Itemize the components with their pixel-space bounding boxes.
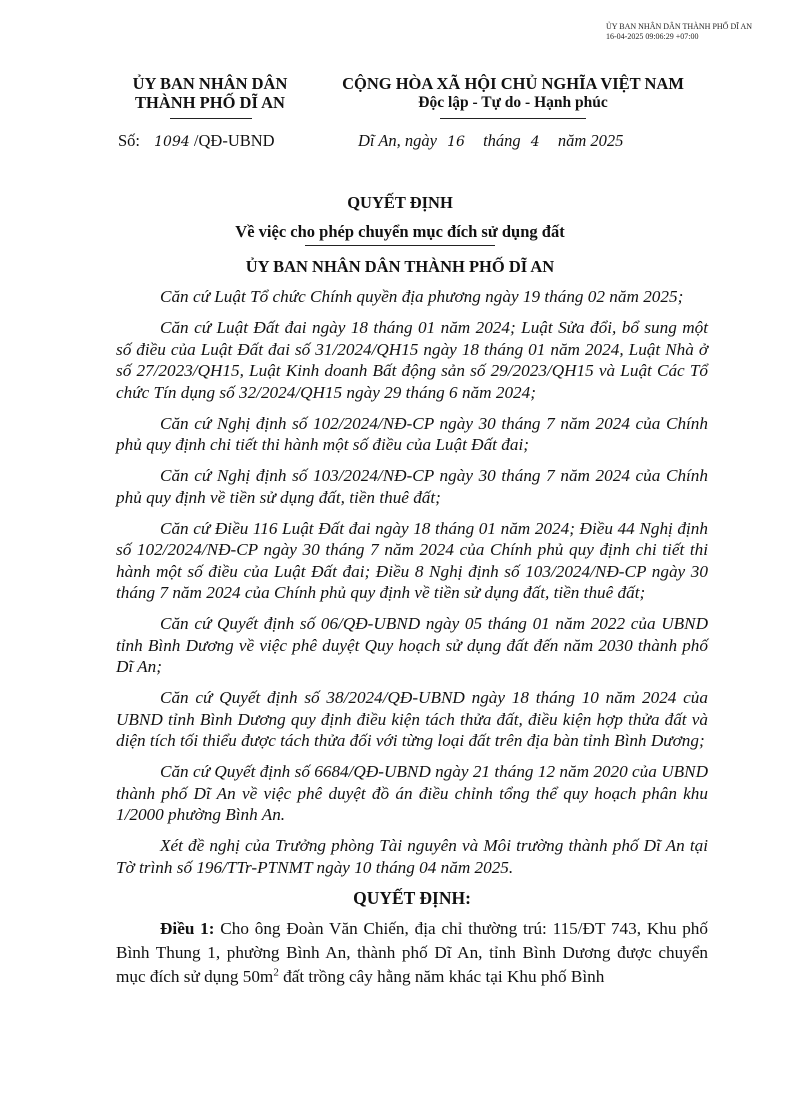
agency-underline xyxy=(170,118,252,119)
date-month: 4 xyxy=(530,134,540,150)
agency-line-2: THÀNH PHỐ DĨ AN xyxy=(135,93,285,112)
issuer-title: ỦY BAN NHÂN DÂN THÀNH PHỐ DĨ AN xyxy=(245,257,555,276)
article-1-text-a: Cho ông Đoàn Văn Chiến, địa chỉ thường trú: 115/ĐT 743, Khu phố Bình Thung 1, phường Bình An, thành phố Dĩ An, tỉnh Bình Dương được chuyển mục đích sử dụng 50m xyxy=(116,919,708,986)
date-day: 16 xyxy=(447,134,465,150)
date-month-label: tháng xyxy=(483,131,521,150)
motto-underline xyxy=(440,118,586,119)
document-subject: Về việc cho phép chuyển mục đích sử dụng đất xyxy=(235,222,565,241)
basis-paragraph: Căn cứ Điều 116 Luật Đất đai ngày 18 tháng 01 năm 2024; Điều 44 Nghị định số 102/2024/NĐ-CP ngày 30 tháng 7 năm 2024 của Chính phủ quy định chi tiết thi hành một số điều của Luật Đất đai; Điều 8 Nghị định số 103/2024/NĐ-CP ngày 30 tháng 7 năm 2024 của Chính phủ quy định về tiền sử dụng đất, tiền thuê đất; xyxy=(116,518,708,602)
basis-paragraph: Căn cứ Luật Đất đai ngày 18 tháng 01 năm 2024; Luật Sửa đổi, bổ sung một số điều của Luật Đất đai số 31/2024/QH15 ngày 18 tháng 01 năm 2024, Luật Nhà ở số 27/2023/QH15, Luật Kinh doanh Bất động sản số 29/2023/QH15 và Luật Các Tổ chức Tín dụng số 32/2024/QH15 ngày 29 tháng 6 năm 2024; xyxy=(116,318,708,402)
subject-underline xyxy=(305,245,495,246)
nation-motto: Độc lập - Tự do - Hạnh phúc xyxy=(418,94,608,111)
number-prefix: Số: xyxy=(118,131,141,150)
nation-title: CỘNG HÒA XÃ HỘI CHỦ NGHĨA VIỆT NAM xyxy=(342,74,684,93)
date-place: Dĩ An, ngày xyxy=(358,131,437,150)
decides-heading: QUYẾT ĐỊNH: xyxy=(353,887,471,908)
national-motto xyxy=(322,74,704,112)
basis-paragraph: Căn cứ Luật Tổ chức Chính quyền địa phương ngày 19 tháng 02 năm 2025; xyxy=(160,287,684,306)
agency-line-1: ỦY BAN NHÂN DÂN xyxy=(132,74,288,93)
document-body xyxy=(116,286,708,989)
article-1-superscript: 2 xyxy=(273,966,279,979)
basis-paragraph: Căn cứ Quyết định số 38/2024/QĐ-UBND ngày 18 tháng 10 năm 2024 của UBND tỉnh Bình Dương quy định điều kiện tách thửa đất, điều kiện hợp thửa đất và diện tích tối thiểu được tách thửa đối với từng loại đất trên địa bàn tỉnh Bình Dương; xyxy=(116,688,708,750)
date-year: năm 2025 xyxy=(557,131,624,150)
issuing-agency xyxy=(110,74,310,112)
article-1 xyxy=(116,917,708,989)
document-type-title: QUYẾT ĐỊNH xyxy=(347,193,453,212)
document-date xyxy=(358,131,623,151)
proposal-paragraph: Xét đề nghị của Trưởng phòng Tài nguyên và Môi trường thành phố Dĩ An tại Tờ trình số 196/TTr-PTNMT ngày 10 tháng 04 năm 2025. xyxy=(116,836,708,877)
digital-signature-stamp xyxy=(606,22,752,42)
basis-paragraph: Căn cứ Nghị định số 103/2024/NĐ-CP ngày 30 tháng 7 năm 2024 của Chính phủ quy định về tiền sử dụng đất, tiền thuê đất; xyxy=(116,466,708,507)
basis-paragraph: Căn cứ Nghị định số 102/2024/NĐ-CP ngày 30 tháng 7 năm 2024 của Chính phủ quy định chi tiết thi hành một số điều của Luật Đất đai; xyxy=(116,413,708,454)
number-handwritten: 1094 xyxy=(154,134,190,150)
stamp-timestamp: 16-04-2025 09:06:29 +07:00 xyxy=(606,32,699,41)
stamp-signer: ỦY BAN NHÂN DÂN THÀNH PHỐ DĨ AN xyxy=(606,22,752,31)
article-1-label: Điều 1: xyxy=(160,919,215,938)
number-suffix: /QĐ-UBND xyxy=(193,131,275,150)
article-1-text-b: đất trồng cây hằng năm khác tại Khu phố Bình xyxy=(278,967,605,986)
document-number xyxy=(118,131,275,151)
basis-paragraph: Căn cứ Quyết định số 6684/QĐ-UBND ngày 21 tháng 12 năm 2020 của UBND thành phố Dĩ An về việc phê duyệt đồ án điều chỉnh tổng thể quy hoạch phân khu 1/2000 phường Bình An. xyxy=(116,762,708,824)
basis-paragraph: Căn cứ Quyết định số 06/QĐ-UBND ngày 05 tháng 01 năm 2022 của UBND tỉnh Bình Dương về việc phê duyệt Quy hoạch sử dụng đất đến năm 2030 thành phố Dĩ An; xyxy=(116,614,708,676)
